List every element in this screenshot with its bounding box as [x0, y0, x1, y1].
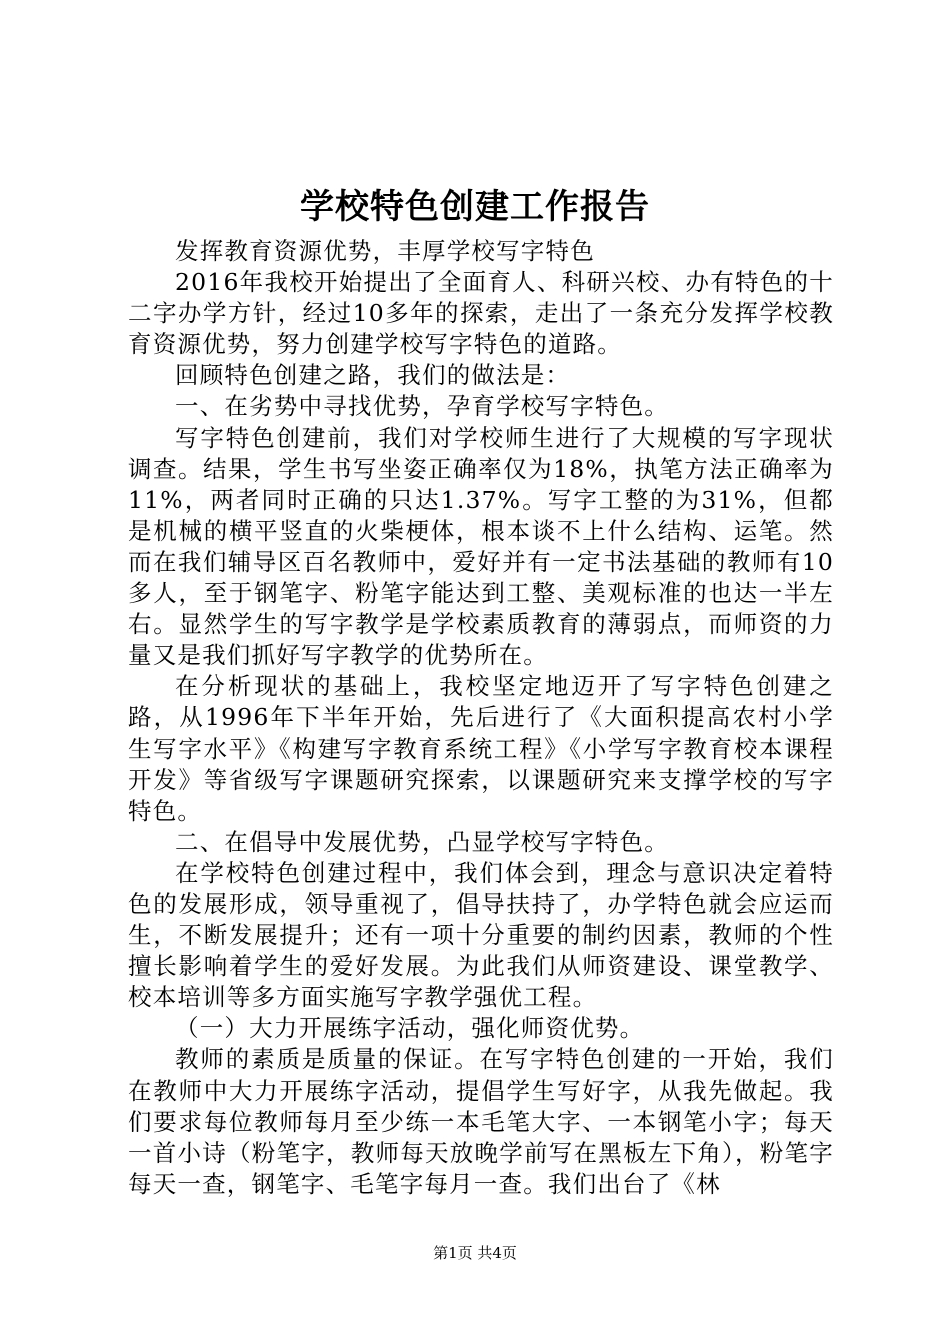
- paragraph: 教师的素质是质量的保证。在写字特色创建的一开始，我们在教师中大力开展练字活动，提倡学生写好字，从我先做起。我们要求每位教师每月至少练一本毛笔大字、一本钢笔小字；每天一首小诗（粉笔字，教师每天放晚学前写在黑板左下角），粉笔字每天一查，钢笔字、毛笔字每月一查。我们出台了《林: [128, 1045, 834, 1198]
- subsection-heading: （一）大力开展练字活动，强化师资优势。: [175, 1014, 645, 1043]
- section-heading: 一、在劣势中寻找优势，孕育学校写字特色。: [175, 392, 669, 421]
- section-heading: 二、在倡导中发展优势，凸显学校写字特色。: [175, 827, 669, 856]
- paragraph: 在学校特色创建过程中，我们体会到，理念与意识决定着特色的发展形成，领导重视了，倡导扶持了，办学特色就会应运而生，不断发展提升；还有一项十分重要的制约因素，教师的个性擅长影响着学生的爱好发展。为此我们从师资建设、课堂教学、校本培训等多方面实施写字教学强优工程。: [128, 858, 834, 1012]
- paragraph: 在分析现状的基础上，我校坚定地迈开了写字特色创建之路，从1996年下半年开始，先后进行了《大面积提高农村小学生写字水平》《构建写字教育系统工程》《小学写字教育校本课程开发》等省级写字课题研究探索，以课题研究来支撑学校的写字特色。: [128, 672, 834, 825]
- paragraph: 回顾特色创建之路，我们的做法是：: [175, 361, 571, 390]
- page-footer: 第1页 共4页: [433, 1244, 517, 1262]
- paragraph: 写字特色创建前，我们对学校师生进行了大规模的写字现状调查。结果，学生书写坐姿正确率仅为18%，执笔方法正确率为11%，两者同时正确的只达1.37%。写字工整的为31%，但都是机械的横平竖直的火柴梗体，根本谈不上什么结构、运笔。然而在我们辅导区百名教师中，爱好并有一定书法基础的教师有10多人，至于钢笔字、粉笔字能达到工整、美观标准的也达一半左右。显然学生的写字教学是学校素质教育的薄弱点，而师资的力量又是我们抓好写字教学的优势所在。: [128, 423, 834, 670]
- paragraph-subtitle: 发挥教育资源优势，丰厚学校写字特色: [175, 237, 595, 265]
- document-title: 学校特色创建工作报告: [300, 187, 650, 227]
- document-body: [128, 236, 834, 1200]
- paragraph: 2016年我校开始提出了全面育人、科研兴校、办有特色的十二字办学方针，经过10多年的探索，走出了一条充分发挥学校教育资源优势，努力创建学校写字特色的道路。: [128, 268, 834, 359]
